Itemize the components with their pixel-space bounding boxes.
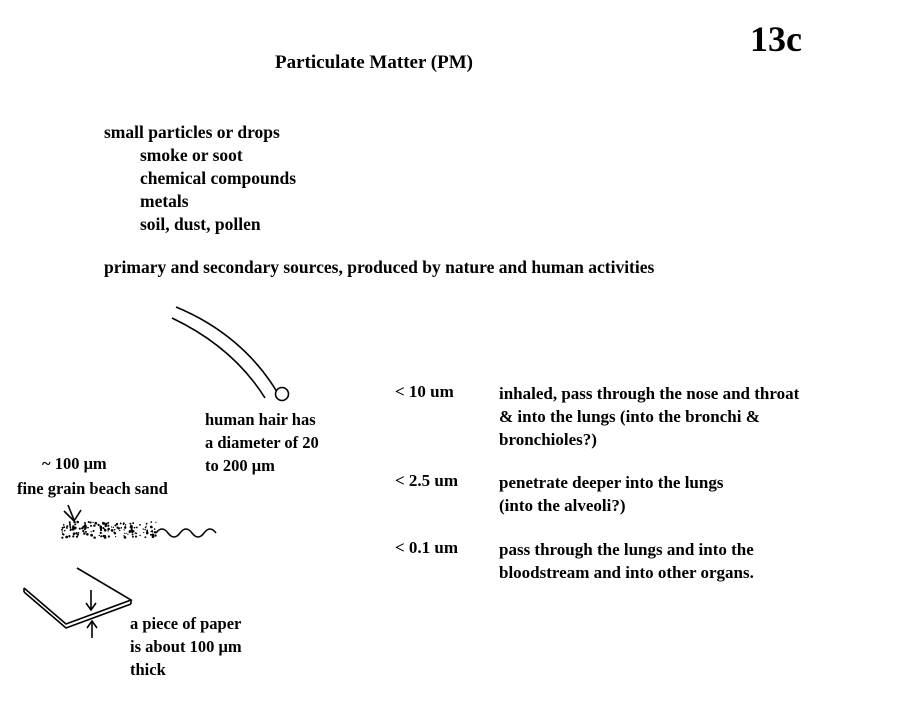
sand-grain bbox=[132, 534, 134, 536]
sand-grain bbox=[66, 525, 68, 527]
sand-grain bbox=[99, 535, 100, 536]
sand-grain bbox=[93, 536, 96, 539]
sand-grain bbox=[104, 529, 107, 532]
sand-grain bbox=[79, 528, 81, 530]
sand-grain bbox=[139, 535, 140, 536]
composition-item: metals bbox=[140, 191, 189, 211]
sand-grain bbox=[82, 528, 83, 529]
paper-caption-line: a piece of paper bbox=[130, 614, 242, 633]
sand-grain bbox=[146, 532, 149, 535]
sand-grain bbox=[155, 522, 156, 523]
size-class-label: < 0.1 um bbox=[395, 538, 459, 557]
composition-item: chemical compounds bbox=[140, 168, 297, 188]
size-class-label: < 10 um bbox=[395, 382, 454, 401]
sand-grain bbox=[154, 534, 156, 536]
sand-grain bbox=[87, 527, 89, 529]
description-line: inhaled, pass through the nose and throat bbox=[499, 384, 800, 403]
sand-grain bbox=[63, 524, 65, 526]
sand-grain bbox=[113, 527, 114, 528]
composition-heading: small particles or drops bbox=[104, 122, 280, 142]
sand-grain bbox=[107, 530, 108, 531]
sand-grain bbox=[88, 521, 90, 523]
description-line: (into the alveoli?) bbox=[499, 496, 626, 515]
sand-grain bbox=[144, 536, 146, 538]
hair-caption bbox=[205, 408, 319, 477]
sand-grain bbox=[132, 530, 134, 532]
sand-grain bbox=[144, 529, 146, 531]
sand-grain bbox=[61, 529, 63, 531]
sand-grain bbox=[72, 535, 74, 537]
sand-grain bbox=[92, 530, 94, 532]
sand-grain bbox=[64, 530, 66, 532]
sand-grain bbox=[119, 527, 120, 528]
sand-grain bbox=[92, 522, 93, 523]
sand-size-label: ~ 100 μm bbox=[42, 454, 107, 473]
sand-grain bbox=[114, 532, 116, 534]
sand-grain bbox=[114, 529, 115, 530]
sand-grain bbox=[86, 533, 89, 536]
sand-grain bbox=[95, 522, 98, 525]
sand-grain bbox=[90, 531, 91, 532]
sand-grain bbox=[70, 529, 71, 530]
sand-grain bbox=[125, 524, 127, 526]
sand-grain bbox=[103, 535, 105, 537]
sand-grain bbox=[62, 527, 64, 529]
sand-grain bbox=[132, 536, 134, 538]
sand-grain bbox=[129, 526, 130, 527]
page-title: Particulate Matter (PM) bbox=[275, 52, 473, 73]
sand-grain bbox=[85, 531, 87, 533]
sand-grain bbox=[152, 530, 153, 531]
sand-grain bbox=[75, 524, 77, 526]
sand-grain bbox=[132, 522, 134, 524]
sand-grain bbox=[78, 532, 80, 534]
sand-grain bbox=[108, 528, 110, 530]
size-class-label: < 2.5 um bbox=[395, 471, 459, 490]
sand-grain bbox=[73, 521, 75, 523]
sand-grain bbox=[100, 532, 102, 534]
sand-grain bbox=[65, 536, 68, 539]
sand-grain bbox=[93, 525, 95, 527]
hair-caption-line: to 200 μm bbox=[205, 456, 275, 475]
sand-grain bbox=[150, 526, 153, 529]
sand-grain bbox=[145, 527, 147, 529]
sand-grain bbox=[124, 533, 125, 534]
sand-drawing bbox=[61, 505, 216, 539]
hair-caption-line: human hair has bbox=[205, 410, 316, 429]
sand-grain bbox=[154, 528, 156, 530]
sand-grain bbox=[135, 536, 137, 538]
sand-grain bbox=[119, 530, 120, 531]
sand-grain bbox=[107, 525, 109, 527]
sand-grain bbox=[105, 535, 106, 536]
sand-grain bbox=[135, 532, 137, 534]
sand-grain bbox=[90, 525, 92, 527]
sand-grain bbox=[62, 531, 63, 532]
page-number: 13c bbox=[750, 19, 802, 59]
hair-caption-line: a diameter of 20 bbox=[205, 433, 319, 452]
size-class-description bbox=[499, 471, 723, 517]
sand-grain bbox=[100, 535, 102, 537]
sand-grain bbox=[63, 534, 65, 536]
sand-grain bbox=[69, 525, 70, 526]
sand-grain bbox=[61, 537, 63, 539]
sand-grain bbox=[102, 522, 105, 525]
size-class-description bbox=[499, 538, 754, 584]
sand-grain bbox=[152, 536, 154, 538]
sand-grain bbox=[143, 532, 144, 533]
sand-grain bbox=[100, 527, 102, 529]
sand-grain bbox=[108, 535, 110, 537]
sand-grain bbox=[116, 526, 118, 528]
sources-text: primary and secondary sources, produced by nature and human activities bbox=[104, 257, 655, 277]
sand-grain bbox=[143, 528, 144, 529]
sand-grain bbox=[102, 527, 104, 529]
paper-caption bbox=[130, 612, 242, 681]
sand-grain bbox=[97, 524, 99, 526]
sand-grain bbox=[150, 531, 151, 532]
sand-grain bbox=[150, 521, 152, 523]
size-class-description bbox=[499, 382, 799, 451]
sand-grain bbox=[124, 527, 126, 529]
description-line: bronchioles?) bbox=[499, 430, 597, 449]
sand-grain bbox=[120, 527, 122, 529]
sand-grain bbox=[124, 536, 127, 539]
sand-grain bbox=[146, 526, 147, 527]
sand-caption: fine grain beach sand bbox=[17, 479, 168, 498]
sand-grain bbox=[76, 536, 78, 538]
sand-grain bbox=[115, 536, 116, 537]
sand-grain bbox=[146, 523, 148, 525]
sand-grain bbox=[114, 524, 116, 526]
sand-grain bbox=[69, 522, 71, 524]
sand-grain bbox=[123, 523, 125, 525]
sand-grain bbox=[134, 527, 136, 529]
sand-grain bbox=[73, 532, 76, 535]
sand-grain bbox=[111, 526, 112, 527]
sand-grain bbox=[66, 527, 68, 529]
sand-grain bbox=[83, 532, 85, 534]
composition-item: soil, dust, pollen bbox=[140, 214, 261, 234]
sand-grain bbox=[120, 522, 122, 524]
sand-grain bbox=[107, 522, 109, 524]
sand-grain bbox=[127, 534, 128, 535]
sand-grain bbox=[73, 526, 75, 528]
sand-grain bbox=[129, 523, 131, 525]
sand-grain bbox=[136, 527, 138, 529]
hair-drawing bbox=[172, 307, 289, 401]
paper-caption-line: is about 100 μm bbox=[130, 637, 242, 656]
sand-grain bbox=[82, 530, 84, 532]
sand-grain bbox=[104, 525, 106, 527]
description-line: pass through the lungs and into the bbox=[499, 540, 754, 559]
paper-caption-line: thick bbox=[130, 660, 166, 679]
description-line: penetrate deeper into the lungs bbox=[499, 473, 724, 492]
sand-grain bbox=[139, 524, 141, 526]
composition-item: smoke or soot bbox=[140, 145, 243, 165]
sand-grain bbox=[69, 536, 71, 538]
description-line: bloodstream and into other organs. bbox=[499, 563, 754, 582]
sand-grain bbox=[77, 534, 79, 536]
paper-drawing bbox=[24, 568, 131, 638]
sand-grain bbox=[70, 527, 71, 528]
sand-grain bbox=[125, 533, 126, 534]
sand-grain bbox=[90, 534, 93, 537]
sand-grain bbox=[76, 521, 79, 524]
description-line: & into the lungs (into the bronchi & bbox=[499, 407, 760, 426]
sand-grain bbox=[84, 526, 87, 529]
sand-grain bbox=[90, 521, 92, 523]
sand-grain bbox=[111, 529, 114, 532]
sand-grain bbox=[123, 529, 124, 530]
